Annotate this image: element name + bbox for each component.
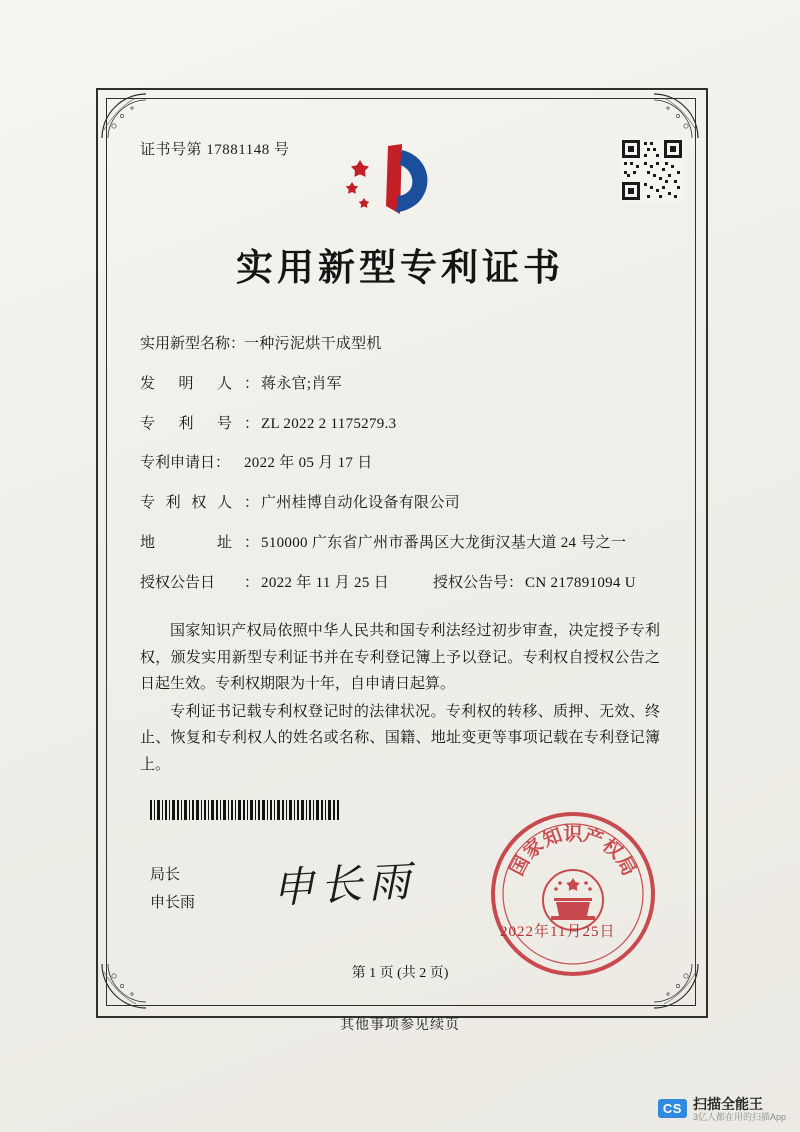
- svg-text:识: 识: [563, 823, 583, 845]
- field-colon: ：: [244, 495, 260, 511]
- handwritten-signature: 申长雨: [270, 856, 418, 913]
- legal-text: [140, 618, 660, 778]
- certificate-title: 实用新型专利证书: [236, 245, 564, 289]
- svg-text:国: 国: [505, 852, 535, 880]
- camscanner-watermark: [658, 1096, 786, 1122]
- svg-text:家: 家: [519, 834, 549, 864]
- field-colon: ：: [244, 415, 260, 432]
- grant-date-label: 授权公告日: [140, 574, 216, 591]
- footer-note: 其他事项参见续页: [340, 1018, 460, 1033]
- camscanner-title: 扫描全能王: [692, 1095, 763, 1112]
- field-row-invention-name: [140, 335, 660, 354]
- svg-text:局: 局: [611, 852, 641, 880]
- signature-block: [150, 862, 195, 918]
- field-row-address: [140, 534, 660, 553]
- field-value: 2022 年 05 月 17 日: [244, 455, 373, 472]
- barcode: [150, 800, 340, 820]
- svg-text:知: 知: [539, 824, 566, 852]
- camscanner-badge: CS: [658, 1099, 687, 1118]
- field-colon: ：: [244, 375, 260, 392]
- field-label: 实用新型名称：: [140, 336, 246, 352]
- field-value: 一种污泥烘干成型机: [244, 336, 382, 352]
- seal-date: 2022年11月25日: [500, 924, 616, 940]
- legal-paragraph-1: 国家知识产权局依照中华人民共和国专利法经过初步审查，决定授予专利权，颁发实用新型专利证书并在专利登记簿上予以登记。专利权自授权公告之日起生效。专利权期限为十年，自申请日起算。: [140, 623, 660, 692]
- field-colon: ：: [244, 534, 260, 551]
- announcement-number-value: CN 217891094 U: [525, 574, 636, 591]
- field-list: [140, 335, 660, 592]
- announcement-number-label: 授权公告号: [433, 574, 509, 591]
- field-row-patent-number: [140, 415, 660, 434]
- official-seal: [487, 808, 659, 980]
- field-label: 专利申请日：: [140, 455, 231, 472]
- camscanner-text: [693, 1096, 786, 1122]
- field-colon: ：: [508, 574, 524, 591]
- legal-paragraph-2: 专利证书记载专利权登记时的法律状况。专利权的转移、质押、无效、终止、恢复和专利权人的姓名或名称、国籍、地址变更等事项记载在专利登记簿上。: [140, 704, 660, 773]
- field-value: 510000 广东省广州市番禺区大龙街汉基大道 24 号之一: [261, 534, 627, 551]
- svg-text:权: 权: [597, 834, 627, 864]
- field-label: 发 明 人: [140, 375, 232, 392]
- director-name-label: 申长雨: [150, 894, 196, 911]
- field-row-grant-announcement: [140, 574, 660, 593]
- field-row-patentee: [140, 494, 660, 513]
- field-label: 专 利 号: [140, 415, 232, 432]
- page-number: 第 1 页 (共 2 页): [351, 966, 449, 981]
- field-value: ZL 2022 2 1175279.3: [261, 415, 397, 432]
- field-row-application-date: [140, 454, 660, 473]
- field-value: 蒋永官;肖军: [261, 375, 342, 392]
- certificate-content: [140, 130, 660, 780]
- camscanner-subtitle: 3亿人都在用的扫描App: [692, 1111, 786, 1122]
- field-label: 专 利 权 人: [140, 495, 232, 511]
- field-colon: ：: [244, 574, 260, 591]
- field-label: 地 址: [140, 534, 232, 551]
- field-row-inventor: [140, 375, 660, 394]
- field-value: 广州桂博自动化设备有限公司: [261, 495, 460, 511]
- grant-date-value: 2022 年 11 月 25 日: [261, 574, 390, 591]
- director-role-label: 局长: [150, 867, 181, 883]
- certificate-number: 证书号第 17881148 号: [140, 142, 290, 158]
- svg-text:产: 产: [580, 824, 607, 852]
